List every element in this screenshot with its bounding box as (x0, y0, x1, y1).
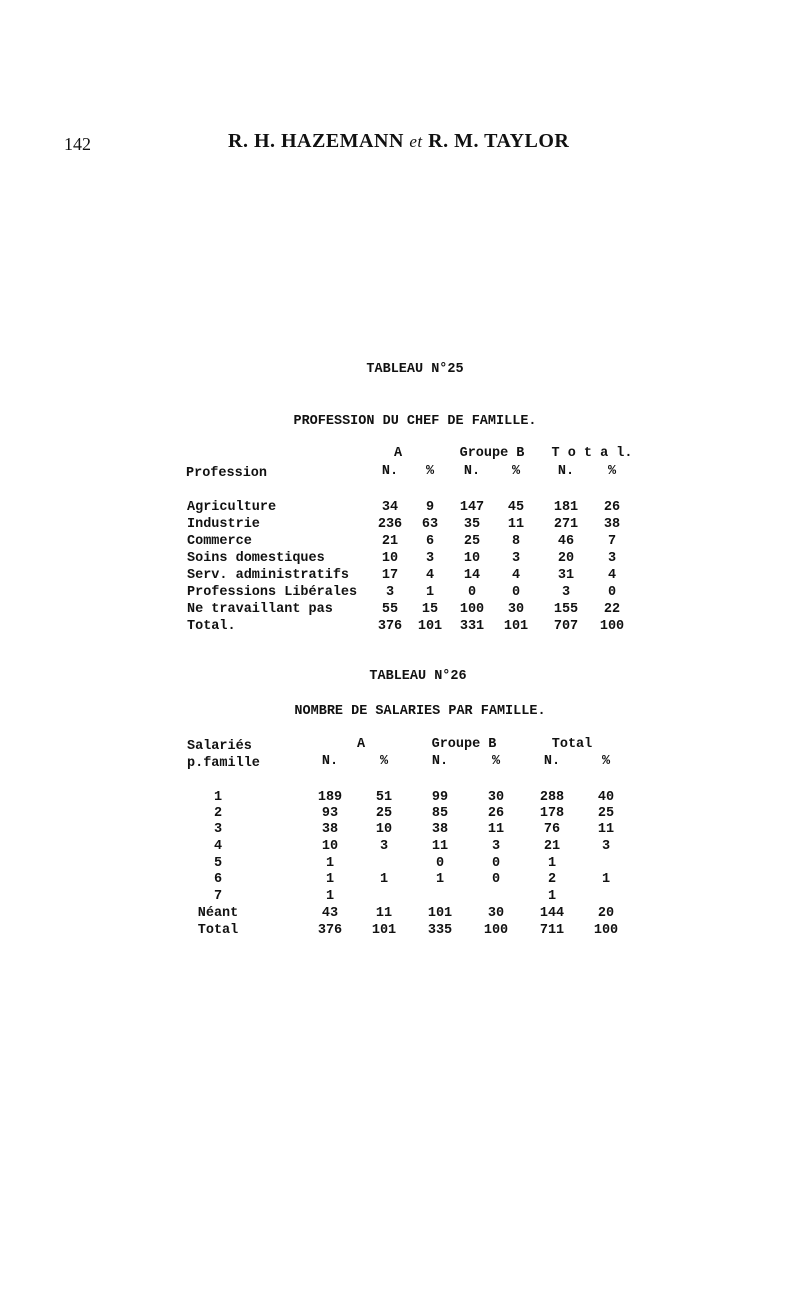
row-label: 1 (213, 790, 223, 805)
table-cell: 3 (607, 551, 617, 566)
table-cell: 76 (543, 822, 561, 837)
table-cell: 11 (507, 517, 525, 532)
table-cell: 43 (321, 906, 339, 921)
table-cell: 38 (431, 822, 449, 837)
table-cell: 1 (601, 872, 611, 887)
table-subtitle: NOMBRE DE SALARIES PAR FAMILLE. (294, 704, 546, 719)
row-label: Total (197, 923, 239, 938)
table-cell: 707 (553, 619, 579, 634)
table-subtitle: PROFESSION DU CHEF DE FAMILLE. (293, 414, 537, 429)
table-cell: 30 (487, 906, 505, 921)
row-label: Commerce (187, 534, 252, 549)
table-cell: 11 (487, 822, 505, 837)
table-cell: 55 (381, 602, 399, 617)
row-label: Serv. administratifs (187, 568, 350, 583)
table-cell: 40 (597, 790, 615, 805)
table-cell: 1 (435, 872, 445, 887)
table-cell: 101 (371, 923, 397, 938)
row-header: Profession (186, 466, 268, 481)
row-header-line-1: Salariés (187, 739, 252, 754)
table-cell: 100 (599, 619, 625, 634)
table-cell: 101 (503, 619, 529, 634)
table-cell: 3 (491, 839, 501, 854)
group-a-header: A (393, 446, 403, 461)
table-cell: 45 (507, 500, 525, 515)
table-cell: 25 (597, 806, 615, 821)
column-header: % (511, 464, 521, 479)
table-cell: 236 (377, 517, 403, 532)
row-label: 2 (213, 806, 223, 821)
table-cell: 11 (375, 906, 393, 921)
table-cell: 46 (557, 534, 575, 549)
table-title: TABLEAU N°25 (366, 362, 464, 377)
row-header-line-2: p.famille (187, 756, 260, 771)
table-cell: 1 (325, 872, 335, 887)
table-cell: 34 (381, 500, 399, 515)
table-cell: 288 (539, 790, 565, 805)
table-cell: 178 (539, 806, 565, 821)
column-header: % (601, 754, 611, 769)
table-cell: 20 (597, 906, 615, 921)
table-cell: 10 (321, 839, 339, 854)
table-cell: 38 (603, 517, 621, 532)
table-cell: 331 (459, 619, 485, 634)
table-cell: 100 (593, 923, 619, 938)
table-cell: 3 (385, 585, 395, 600)
table-cell: 1 (425, 585, 435, 600)
page-number: 142 (64, 134, 91, 154)
table-cell: 31 (557, 568, 575, 583)
column-header: % (607, 464, 617, 479)
group-b-header: Groupe B (431, 737, 497, 752)
table-cell: 99 (431, 790, 449, 805)
table-cell: 26 (487, 806, 505, 821)
table-cell: 3 (425, 551, 435, 566)
table-cell: 9 (425, 500, 435, 515)
row-label: Professions Libérales (187, 585, 358, 600)
table-cell: 11 (431, 839, 449, 854)
column-header: N. (381, 464, 399, 479)
table-cell: 101 (417, 619, 443, 634)
author-1: R. H. HAZEMANN (228, 130, 404, 152)
table-cell: 20 (557, 551, 575, 566)
table-cell: 181 (553, 500, 579, 515)
column-header: % (379, 754, 389, 769)
table-cell: 6 (425, 534, 435, 549)
table-cell: 0 (435, 856, 445, 871)
table-cell: 26 (603, 500, 621, 515)
row-label: Agriculture (187, 500, 277, 515)
table-title: TABLEAU N°26 (369, 669, 467, 684)
table-cell: 10 (463, 551, 481, 566)
group-total-header: T o t a l. (551, 446, 633, 461)
table-cell: 38 (321, 822, 339, 837)
table-cell: 21 (381, 534, 399, 549)
table-cell: 2 (547, 872, 557, 887)
row-label: Industrie (187, 517, 260, 532)
row-label: 3 (213, 822, 223, 837)
table-cell: 4 (511, 568, 521, 583)
table-cell: 21 (543, 839, 561, 854)
row-label: 7 (213, 889, 223, 904)
table-cell: 11 (597, 822, 615, 837)
column-header: % (425, 464, 435, 479)
table-cell: 101 (427, 906, 453, 921)
table-cell: 85 (431, 806, 449, 821)
column-header: N. (543, 754, 561, 769)
table-cell: 1 (325, 856, 335, 871)
table-cell: 711 (539, 923, 565, 938)
column-header: % (491, 754, 501, 769)
group-total-header: Total (551, 737, 593, 752)
table-cell: 63 (421, 517, 439, 532)
table-cell: 155 (553, 602, 579, 617)
table-cell: 3 (511, 551, 521, 566)
column-header: N. (463, 464, 481, 479)
column-header: N. (321, 754, 339, 769)
table-cell: 4 (607, 568, 617, 583)
row-label: Néant (197, 906, 239, 921)
table-cell: 30 (507, 602, 525, 617)
column-header: N. (557, 464, 575, 479)
row-label: Ne travaillant pas (187, 602, 333, 617)
table-cell: 35 (463, 517, 481, 532)
row-label: 4 (213, 839, 223, 854)
table-cell: 144 (539, 906, 565, 921)
table-cell: 3 (379, 839, 389, 854)
row-label: Total. (187, 619, 236, 634)
table-cell: 1 (379, 872, 389, 887)
table-cell: 22 (603, 602, 621, 617)
table-cell: 376 (377, 619, 403, 634)
table-cell: 14 (463, 568, 481, 583)
table-cell: 0 (491, 856, 501, 871)
table-cell: 25 (375, 806, 393, 821)
column-header: N. (431, 754, 449, 769)
table-cell: 1 (325, 889, 335, 904)
row-label: 6 (213, 872, 223, 887)
table-cell: 1 (547, 889, 557, 904)
running-header (0, 130, 800, 160)
table-cell: 10 (381, 551, 399, 566)
author-2: R. M. TAYLOR (428, 130, 570, 152)
running-title (228, 130, 569, 153)
table-cell: 3 (601, 839, 611, 854)
table-cell: 25 (463, 534, 481, 549)
table-cell: 100 (483, 923, 509, 938)
table-cell: 4 (425, 568, 435, 583)
author-conjunction: et (409, 132, 423, 151)
group-a-header: A (356, 737, 366, 752)
table-cell: 30 (487, 790, 505, 805)
table-cell: 7 (607, 534, 617, 549)
table-cell: 189 (317, 790, 343, 805)
table-cell: 0 (607, 585, 617, 600)
table-cell: 93 (321, 806, 339, 821)
table-cell: 17 (381, 568, 399, 583)
row-label: 5 (213, 856, 223, 871)
table-cell: 0 (467, 585, 477, 600)
table-cell: 100 (459, 602, 485, 617)
table-cell: 147 (459, 500, 485, 515)
table-cell: 1 (547, 856, 557, 871)
table-cell: 15 (421, 602, 439, 617)
table-cell: 271 (553, 517, 579, 532)
table-cell: 8 (511, 534, 521, 549)
table-cell: 335 (427, 923, 453, 938)
group-b-header: Groupe B (459, 446, 525, 461)
table-cell: 3 (561, 585, 571, 600)
row-label: Soins domestiques (187, 551, 325, 566)
table-cell: 0 (491, 872, 501, 887)
table-cell: 51 (375, 790, 393, 805)
table-cell: 10 (375, 822, 393, 837)
table-cell: 0 (511, 585, 521, 600)
table-cell: 376 (317, 923, 343, 938)
